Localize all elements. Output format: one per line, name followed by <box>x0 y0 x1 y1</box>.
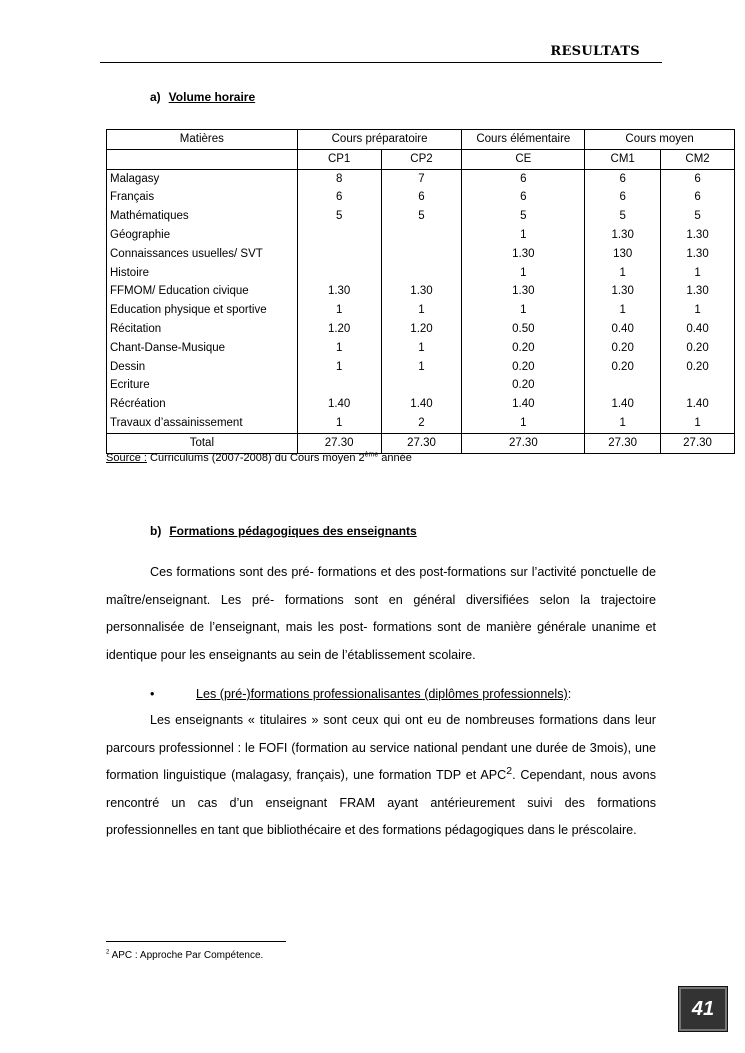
hours-cell: 6 <box>297 188 381 207</box>
bullet-label: Les (pré-)formations professionalisantes (diplômes professionnels) <box>196 687 568 701</box>
header-cell <box>107 149 298 169</box>
subject-cell: Histoire <box>107 264 298 283</box>
hours-cell: 1 <box>462 264 585 283</box>
source-text: Curriculums (2007-2008) du Cours moyen 2 <box>146 452 365 464</box>
hours-cell <box>297 376 381 395</box>
total-cell: 27.30 <box>661 433 735 453</box>
table-row <box>107 320 735 339</box>
hours-cell: 0.40 <box>585 320 661 339</box>
hours-cell: 1 <box>585 414 661 433</box>
hours-cell: 1 <box>297 301 381 320</box>
total-cell: 27.30 <box>585 433 661 453</box>
paragraph-2-part2: . Cependant, nous avons rencontré un cas d’un enseignant FRAM ayant antérieurement suivi des formations professionnelles en tant que bibliothécaire et des formations pédagogiques dans le préscolaire. <box>106 768 656 838</box>
footnote-number: 2 <box>106 949 110 956</box>
hours-cell: 130 <box>585 245 661 264</box>
hours-cell: 0.20 <box>585 358 661 377</box>
page-number: 41 <box>691 998 715 1020</box>
total-label-cell: Total <box>107 433 298 453</box>
hours-cell: 1 <box>661 414 735 433</box>
hours-cell: 1 <box>381 301 462 320</box>
table-row <box>107 264 735 283</box>
hours-cell: 1.30 <box>661 245 735 264</box>
subject-cell: Chant-Danse-Musique <box>107 339 298 358</box>
table-source-note <box>106 452 412 464</box>
subject-cell: Connaissances usuelles/ SVT <box>107 245 298 264</box>
hours-cell <box>381 264 462 283</box>
header-cell: Cours préparatoire <box>297 130 462 150</box>
header-cell: CP2 <box>381 149 462 169</box>
subject-cell: Récitation <box>107 320 298 339</box>
subject-cell: Géographie <box>107 226 298 245</box>
table-row <box>107 169 735 188</box>
bullet-item <box>150 687 571 701</box>
table-row <box>107 339 735 358</box>
hours-cell <box>661 376 735 395</box>
table-row <box>107 395 735 414</box>
hours-cell: 8 <box>297 169 381 188</box>
hours-cell <box>381 245 462 264</box>
hours-cell: 5 <box>297 207 381 226</box>
table-row <box>107 301 735 320</box>
hours-cell: 1.20 <box>297 320 381 339</box>
table-group-header-row <box>107 130 735 150</box>
section-b-heading <box>150 524 417 538</box>
hours-cell: 6 <box>585 169 661 188</box>
hours-cell: 1 <box>297 358 381 377</box>
footnote <box>106 950 263 961</box>
hours-cell: 0.20 <box>661 358 735 377</box>
header-cell: CP1 <box>297 149 381 169</box>
table-sub-header-row <box>107 149 735 169</box>
header-divider <box>100 62 662 63</box>
volume-horaire-table <box>106 129 735 454</box>
table-row <box>107 207 735 226</box>
subject-cell: Mathématiques <box>107 207 298 226</box>
hours-cell: 1.40 <box>297 395 381 414</box>
hours-cell: 1.30 <box>381 282 462 301</box>
hours-cell: 1 <box>585 301 661 320</box>
source-sup: ème <box>364 451 379 459</box>
hours-cell: 1 <box>381 358 462 377</box>
paragraph-titulaires <box>106 707 656 845</box>
subject-cell: Ecriture <box>107 376 298 395</box>
hours-cell: 5 <box>661 207 735 226</box>
total-cell: 27.30 <box>297 433 381 453</box>
hours-cell <box>297 245 381 264</box>
hours-cell: 6 <box>462 169 585 188</box>
subject-cell: Malagasy <box>107 169 298 188</box>
hours-cell: 1.30 <box>661 226 735 245</box>
hours-cell: 1.40 <box>381 395 462 414</box>
hours-cell: 1.30 <box>462 245 585 264</box>
section-b-title: Formations pédagogiques des enseignants <box>169 524 417 538</box>
hours-cell: 1 <box>297 339 381 358</box>
hours-cell: 1.30 <box>585 282 661 301</box>
header-cell: CM1 <box>585 149 661 169</box>
table-total-row <box>107 433 735 453</box>
hours-cell: 1.40 <box>661 395 735 414</box>
table-row <box>107 188 735 207</box>
hours-cell: 0.20 <box>661 339 735 358</box>
table-row <box>107 358 735 377</box>
hours-cell: 1.30 <box>462 282 585 301</box>
hours-cell: 5 <box>381 207 462 226</box>
header-cell: Cours moyen <box>585 130 735 150</box>
section-a-letter: a) <box>150 90 161 104</box>
subject-cell: FFMOM/ Education civique <box>107 282 298 301</box>
subject-cell: Dessin <box>107 358 298 377</box>
paragraph-formations <box>106 559 656 669</box>
hours-cell: 0.40 <box>661 320 735 339</box>
bullet-icon: • <box>150 687 155 701</box>
total-cell: 27.30 <box>462 433 585 453</box>
table-row <box>107 376 735 395</box>
table-row <box>107 245 735 264</box>
hours-cell: 6 <box>661 169 735 188</box>
hours-cell <box>297 226 381 245</box>
hours-cell: 1 <box>462 414 585 433</box>
hours-cell <box>297 264 381 283</box>
hours-cell: 6 <box>585 188 661 207</box>
hours-cell: 0.20 <box>585 339 661 358</box>
page-header-title: RESULTATS <box>550 44 640 59</box>
subject-cell: Français <box>107 188 298 207</box>
hours-cell: 1 <box>462 301 585 320</box>
hours-cell: 6 <box>462 188 585 207</box>
hours-cell <box>585 376 661 395</box>
footnote-ref: 2 <box>506 765 513 777</box>
hours-cell: 1.30 <box>661 282 735 301</box>
section-a-title: Volume horaire <box>168 90 256 104</box>
hours-cell: 2 <box>381 414 462 433</box>
hours-cell: 7 <box>381 169 462 188</box>
hours-cell <box>381 226 462 245</box>
hours-cell: 1 <box>585 264 661 283</box>
section-a-heading <box>150 90 255 104</box>
hours-cell <box>381 376 462 395</box>
bullet-colon: : <box>567 687 572 701</box>
header-cell: CM2 <box>661 149 735 169</box>
paragraph-2-part1: Les enseignants « titulaires » sont ceux qui ont eu de nombreuses formations dans leur parcours professionnel : le FOFI (formation au service national pendant une durée de 3mois), une formation linguistique (malagasy, français), une formation TDP et APC <box>106 713 656 783</box>
hours-cell: 1 <box>297 414 381 433</box>
hours-cell: 0.20 <box>462 339 585 358</box>
subject-cell: Travaux d’assainissement <box>107 414 298 433</box>
header-cell: CE <box>462 149 585 169</box>
hours-cell: 6 <box>661 188 735 207</box>
hours-cell: 6 <box>381 188 462 207</box>
header-cell: Matières <box>107 130 298 150</box>
table-row <box>107 414 735 433</box>
page-number-badge <box>678 986 728 1032</box>
hours-cell: 0.50 <box>462 320 585 339</box>
table-row <box>107 226 735 245</box>
subject-cell: Education physique et sportive <box>107 301 298 320</box>
hours-cell: 1 <box>381 339 462 358</box>
footnote-divider <box>106 941 286 942</box>
hours-cell: 5 <box>585 207 661 226</box>
hours-cell: 5 <box>462 207 585 226</box>
subject-cell: Récréation <box>107 395 298 414</box>
paragraph-1-text: Ces formations sont des pré- formations et des post-formations sur l’activité ponctuelle de maître/enseignant. Les pré- formations sont en général diversifiées selon la trajectoire personnalisée de l’enseignant, mais les post- formations sont de manière générale unanime et identique pour les enseignants au sein de l’établissement scolaire. <box>106 565 656 662</box>
source-label: Source : <box>106 452 147 464</box>
hours-cell: 1.30 <box>585 226 661 245</box>
hours-cell: 1.20 <box>381 320 462 339</box>
hours-cell: 1.30 <box>297 282 381 301</box>
hours-cell: 0.20 <box>462 376 585 395</box>
section-b-letter: b) <box>150 524 162 538</box>
hours-cell: 1 <box>661 264 735 283</box>
footnote-text: APC : Approche Par Compétence. <box>109 950 264 961</box>
hours-cell: 0.20 <box>462 358 585 377</box>
hours-cell: 1 <box>661 301 735 320</box>
hours-cell: 1.40 <box>585 395 661 414</box>
source-after: année <box>378 452 412 464</box>
table-row <box>107 282 735 301</box>
total-cell: 27.30 <box>381 433 462 453</box>
hours-cell: 1 <box>462 226 585 245</box>
hours-cell: 1.40 <box>462 395 585 414</box>
header-cell: Cours élémentaire <box>462 130 585 150</box>
